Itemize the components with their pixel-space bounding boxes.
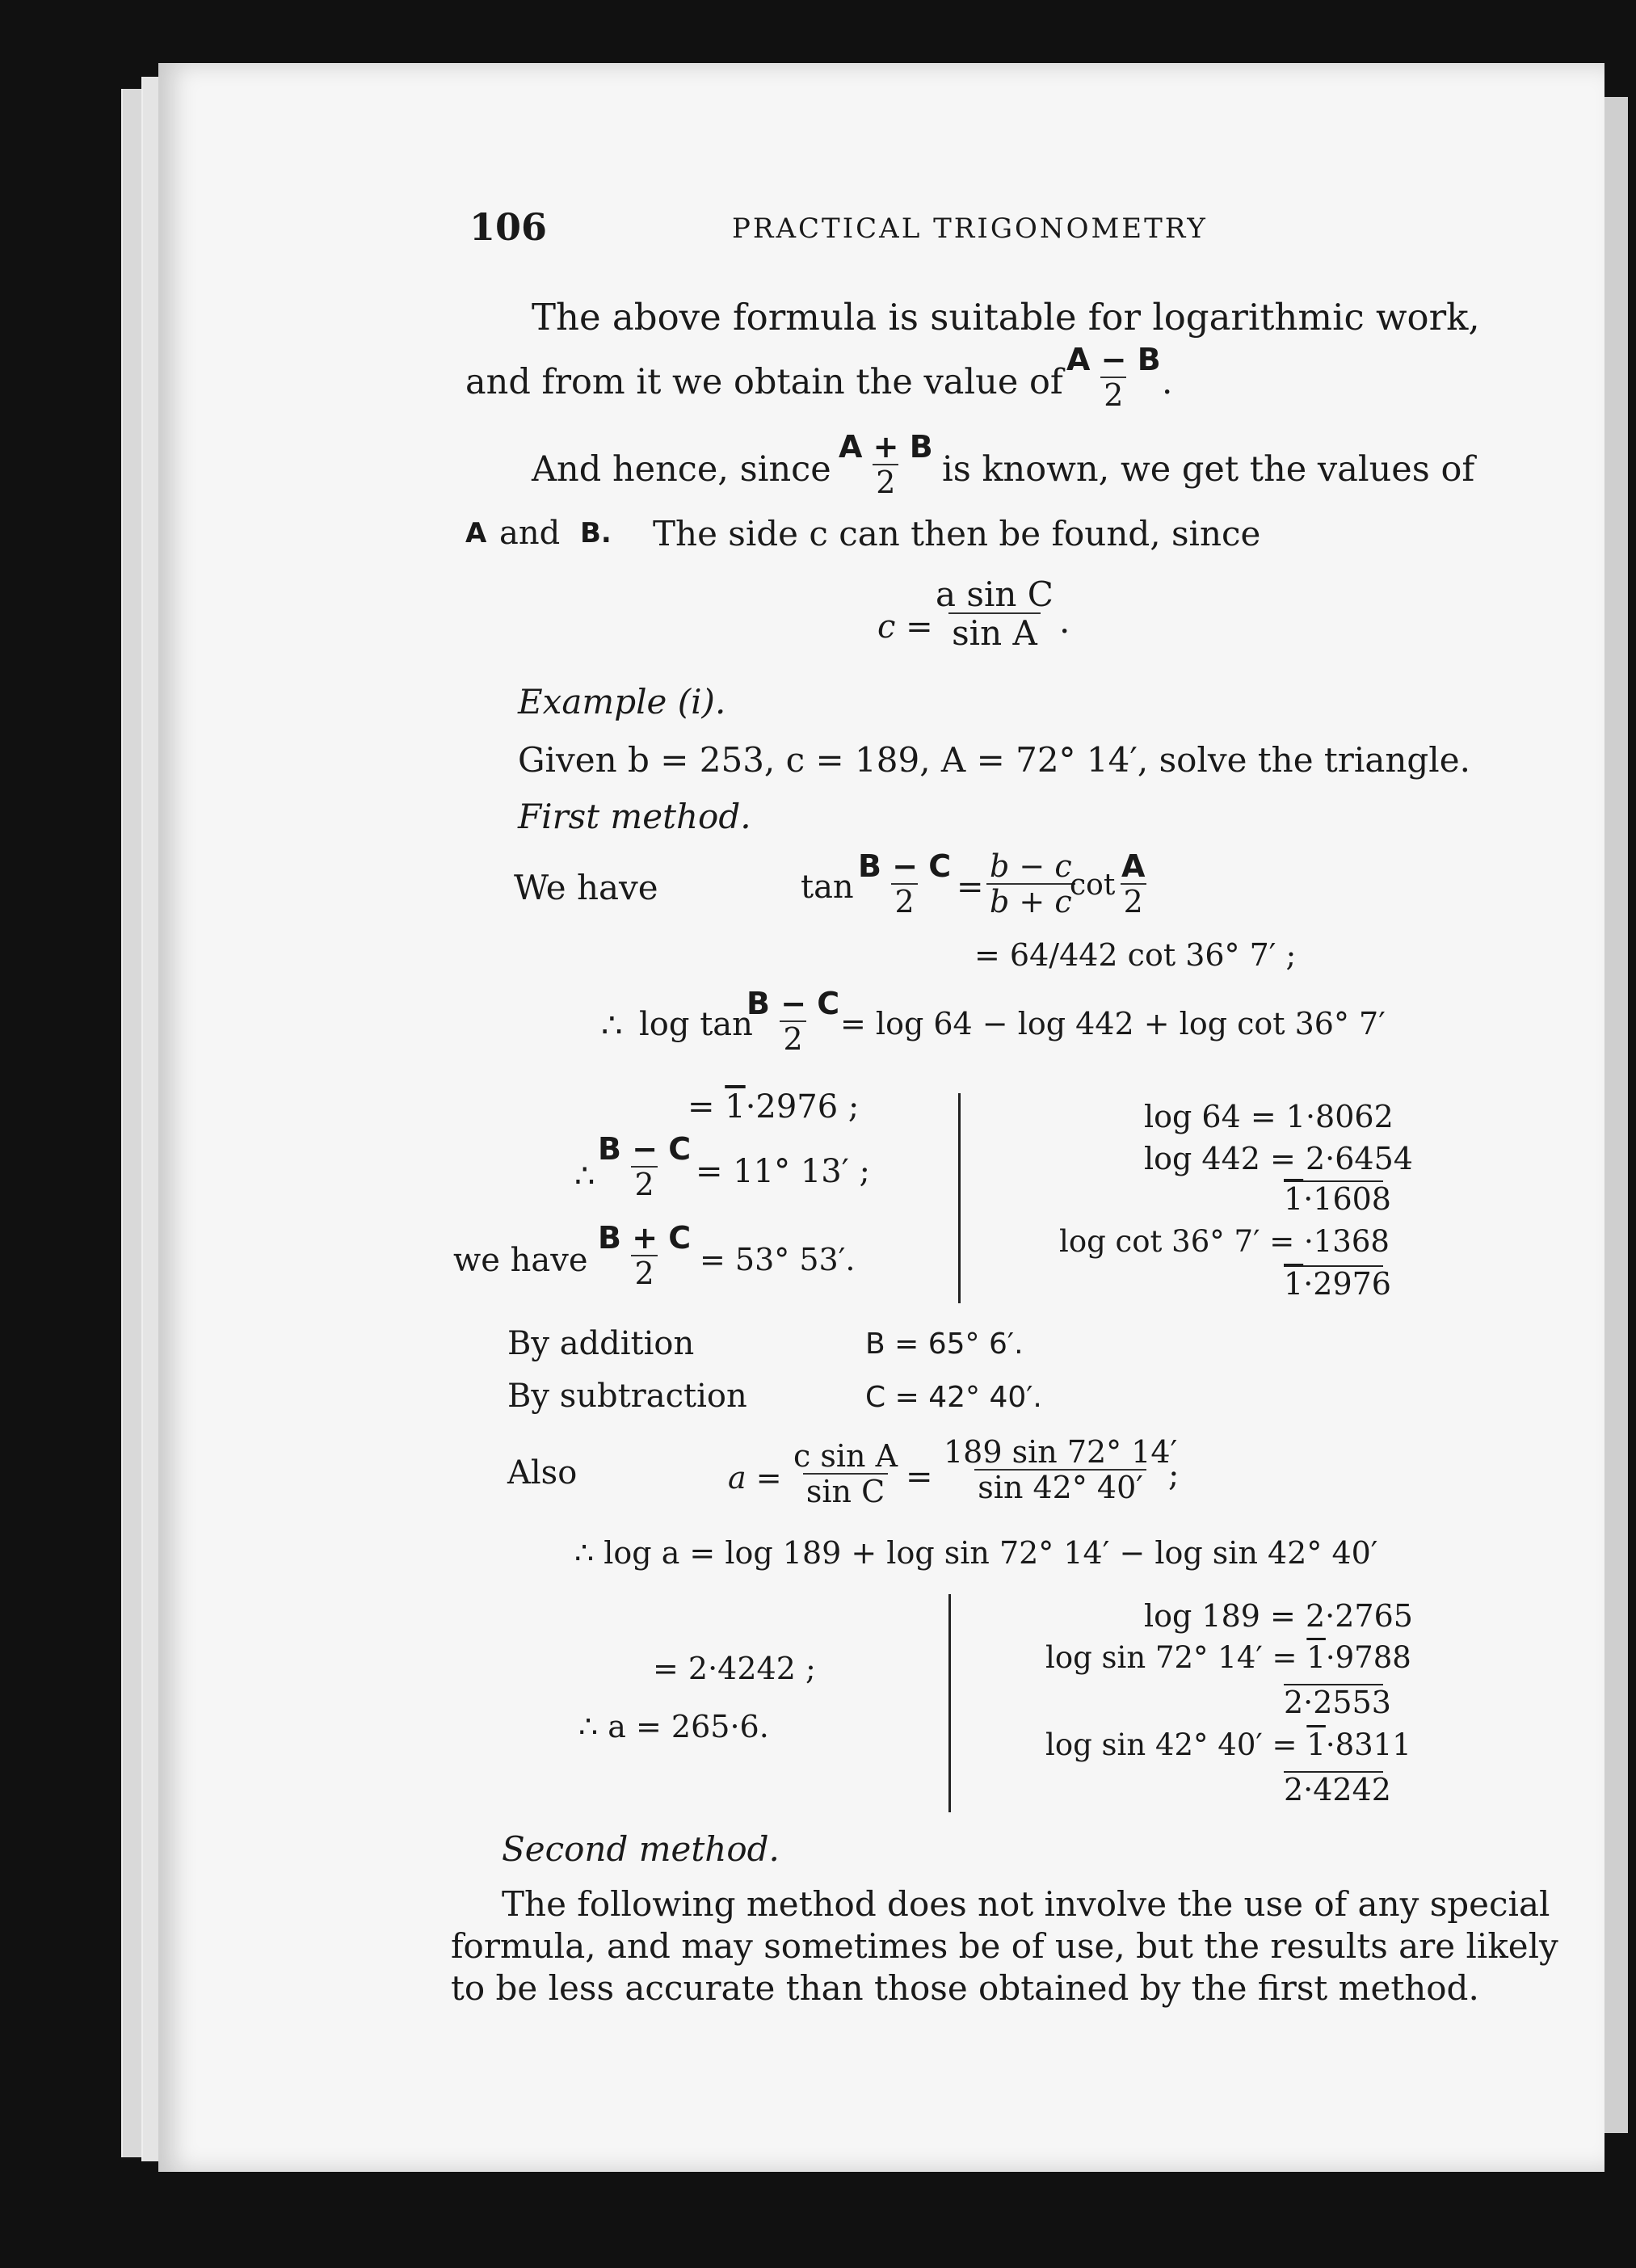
formula-c-fraction — [932, 574, 1057, 654]
sum-rule — [1284, 1180, 1383, 1182]
second-method-heading: Second method. — [502, 1829, 780, 1869]
equals-sign: = — [957, 869, 984, 906]
log-total-row-2: 2·4242 — [1284, 1772, 1391, 1807]
half-sum-value: = 53° 53′. — [700, 1242, 856, 1277]
we-have-label: We have — [514, 868, 658, 907]
log-sin42-row: log sin 42° 40′ = 1·8311 — [1045, 1727, 1411, 1762]
a-value: ∴ a = 265·6. — [578, 1709, 769, 1744]
example-heading: Example (i). — [518, 682, 726, 722]
formula-lhs: c = — [877, 608, 933, 646]
a-lhs: a = — [728, 1460, 782, 1496]
fraction-b-minus-c — [855, 848, 954, 919]
sum-rule — [1284, 1265, 1383, 1267]
book-page — [158, 63, 1604, 2172]
therefore-symbol: ∴ — [574, 1158, 595, 1195]
intro-line-1: The above formula is suitable for logarithmic work, — [532, 296, 1480, 339]
fraction-b-plus-c — [595, 1222, 694, 1290]
fraction-numerator: B − C — [858, 848, 952, 884]
fraction-numerator: A + B — [839, 429, 933, 465]
equals-sign: = — [906, 1458, 933, 1496]
we-have-label-2: we have — [453, 1242, 588, 1279]
log-a-value: = 2·4242 ; — [653, 1651, 816, 1686]
fraction-denominator: 2 — [780, 1020, 805, 1056]
log-difference-row: 1·1608 — [1284, 1181, 1391, 1217]
second-method-line-3: to be less accurate than those obtained by the first method. — [451, 1968, 1479, 2008]
log-64-row: log 64 = 1·8062 — [1144, 1099, 1394, 1134]
period: . — [1162, 362, 1173, 402]
angle-b-value: B = 65° 6′. — [865, 1328, 1024, 1361]
angle-c-value: C = 42° 40′. — [865, 1381, 1042, 1414]
fraction-denominator: 2 — [631, 1255, 657, 1290]
angle-b-label: B. — [580, 517, 612, 549]
fraction-numerator: c sin A — [793, 1438, 898, 1474]
fraction-numerator: A − B — [1066, 342, 1161, 377]
running-title: PRACTICAL TRIGONOMETRY — [732, 212, 1208, 245]
fraction-b-minus-c — [595, 1131, 694, 1202]
fraction-numerator: B + C — [598, 1220, 692, 1256]
log-sin72-row: log sin 72° 14′ = 1·9788 — [1045, 1640, 1411, 1675]
log-189-row: log 189 = 2·2765 — [1144, 1598, 1413, 1634]
also-label: Also — [507, 1454, 578, 1492]
fraction-denominator: sin A — [948, 612, 1041, 651]
given-line: Given b = 253, c = 189, A = 72° 14′, solve the triangle. — [518, 740, 1470, 780]
fraction-numerator: B − C — [747, 986, 840, 1021]
fraction-denominator: 2 — [1121, 883, 1146, 919]
and-word: and — [499, 515, 561, 552]
log-tan-value: = 1·2976 ; — [688, 1088, 860, 1126]
log-tan-label: log tan — [639, 1006, 753, 1043]
page-right-edge — [1604, 97, 1628, 2133]
fraction-denominator: 2 — [631, 1166, 657, 1201]
semicolon: ; — [1168, 1457, 1180, 1494]
log-expansion: = log 64 − log 442 + log cot 36° 7′ — [840, 1006, 1386, 1041]
sum-rule — [1284, 1771, 1383, 1773]
period: . — [1059, 601, 1070, 641]
fraction-b-minus-c — [743, 988, 843, 1056]
cot-label: cot — [1070, 869, 1116, 902]
intro-line-4: The side c can then be found, since — [653, 514, 1261, 553]
log-a-line: ∴ log a = log 189 + log sin 72° 14′ − log sin 42° 40′ — [574, 1535, 1378, 1571]
fraction-b-c — [986, 848, 1075, 919]
tan-result: = 64/442 cot 36° 7′ ; — [974, 937, 1297, 973]
half-difference-value: = 11° 13′ ; — [696, 1153, 871, 1190]
therefore-symbol: ∴ — [601, 1005, 623, 1045]
second-method-line-1: The following method does not involve the use of any special — [502, 1884, 1550, 1924]
angle-a-label: A — [465, 517, 487, 549]
fraction-a-over-2 — [1118, 848, 1148, 919]
fraction-numerator: a sin C — [936, 574, 1054, 614]
fraction-a-minus-b — [1063, 344, 1164, 412]
fraction-denominator: sin C — [803, 1473, 888, 1508]
fraction-numerator: A — [1121, 848, 1146, 884]
fraction-c-sin-a — [790, 1438, 901, 1509]
column-divider — [948, 1594, 951, 1812]
fraction-numerator: 189 sin 72° 14′ — [944, 1434, 1178, 1470]
sum-rule — [1284, 1684, 1383, 1685]
by-subtraction-label: By subtraction — [507, 1378, 747, 1415]
fraction-numerator: b − c — [990, 848, 1072, 884]
column-divider — [958, 1093, 961, 1303]
fraction-a-plus-b — [835, 431, 936, 499]
fraction-denominator: 2 — [1100, 377, 1126, 412]
intro-line-2: and from it we obtain the value of — [465, 362, 1063, 402]
log-total-row: 1·2976 — [1284, 1266, 1391, 1302]
fraction-denominator: b + c — [986, 883, 1075, 919]
log-sum-row: 2·2553 — [1284, 1685, 1391, 1720]
first-method-heading: First method. — [518, 797, 751, 836]
fraction-189-sin — [940, 1434, 1180, 1505]
log-442-row: log 442 = 2·6454 — [1144, 1141, 1413, 1176]
fraction-numerator: B − C — [598, 1131, 692, 1167]
fraction-denominator: 2 — [891, 883, 917, 919]
second-method-line-2: formula, and may sometimes be of use, but the results are likely — [451, 1926, 1558, 1966]
log-cot-row: log cot 36° 7′ = ·1368 — [1059, 1224, 1390, 1259]
by-addition-label: By addition — [507, 1325, 695, 1362]
fraction-denominator: sin 42° 40′ — [974, 1469, 1146, 1504]
fraction-denominator: 2 — [873, 464, 898, 499]
intro-line-3b: is known, we get the values of — [942, 449, 1475, 490]
page-number: 106 — [469, 205, 548, 249]
tan-label: tan — [801, 869, 854, 906]
intro-line-3a: And hence, since — [532, 449, 831, 490]
